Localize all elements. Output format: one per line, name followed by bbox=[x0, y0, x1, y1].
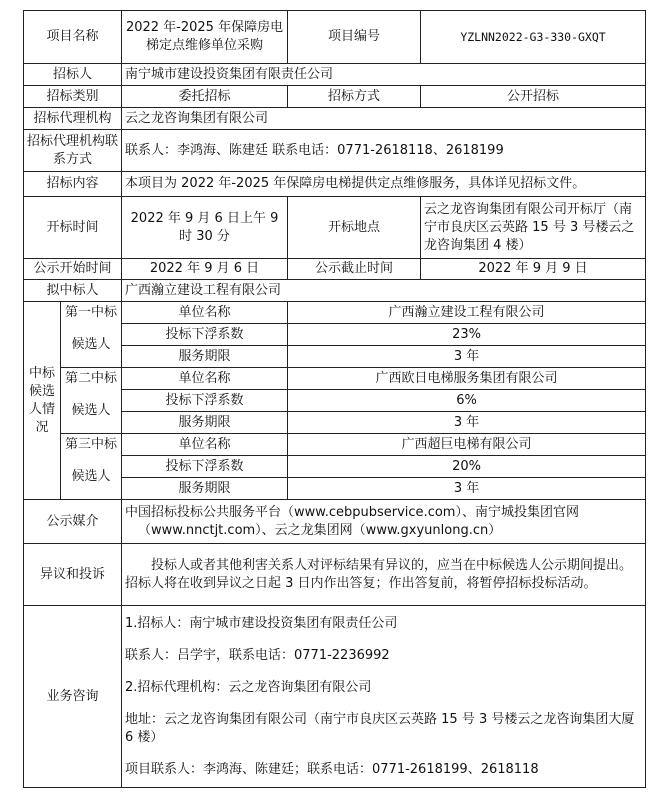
announcement-table bbox=[23, 10, 646, 788]
candidate-2-rate-value: 6% bbox=[288, 390, 646, 412]
consult-agency: 2.招标代理机构：云之龙咨询集团有限公司 bbox=[125, 679, 372, 695]
candidate-2-name-label: 单位名称 bbox=[122, 368, 288, 390]
project-code-label: 项目编号 bbox=[288, 11, 421, 64]
candidate-2-rank-bottom: 候选人 bbox=[61, 390, 122, 434]
agency-label: 招标代理机构 bbox=[24, 108, 122, 130]
opening-place-value: 云之龙咨询集团有限公司开标厅（南宁市良庆区云英路 15 号 3 号楼云之龙咨询集团 4 楼） bbox=[421, 197, 646, 259]
project-code-value: YZLNN2022-G3-330-GXQT bbox=[421, 11, 646, 64]
opening-place-label: 开标地点 bbox=[288, 197, 421, 259]
candidate-2-period-value: 3 年 bbox=[288, 412, 646, 434]
candidate-3-rate-value: 20% bbox=[288, 456, 646, 478]
tender-category-row bbox=[24, 86, 646, 108]
candidate-3-rate-label: 投标下浮系数 bbox=[122, 456, 288, 478]
opening-time-value: 2022 年 9 月 6 日上午 9 时 30 分 bbox=[122, 197, 288, 259]
project-name-row bbox=[24, 11, 646, 64]
consult-agency-address: 地址：云之龙咨询集团有限公司（南宁市良庆区云英路 15 号 3 号楼云之龙咨询集团大厦 6 楼） bbox=[125, 711, 635, 745]
candidate-2-name-value: 广西欧日电梯服务集团有限公司 bbox=[288, 368, 646, 390]
proposed-winner-value: 广西瀚立建设工程有限公司 bbox=[122, 280, 646, 302]
tenderer-value: 南宁城市建设投资集团有限责任公司 bbox=[122, 64, 646, 86]
tenderer-label: 招标人 bbox=[24, 64, 122, 86]
agency-value: 云之龙咨询集团有限公司 bbox=[122, 108, 646, 130]
candidate-3-name-value: 广西超巨电梯有限公司 bbox=[288, 434, 646, 456]
candidate-3-period-label: 服务期限 bbox=[122, 478, 288, 500]
consult-tenderer: 1.招标人：南宁城市建设投资集团有限责任公司 bbox=[125, 615, 398, 631]
candidate-1-rate-label: 投标下浮系数 bbox=[122, 324, 288, 346]
consult-project-contact: 项目联系人：李鸿海、陈建廷；联系电话：0771-2618199、2618118 bbox=[125, 761, 539, 777]
consult-label: 业务咨询 bbox=[24, 606, 122, 788]
project-name-value: 2022 年-2025 年保障房电梯定点维修单位采购 bbox=[122, 11, 288, 64]
candidate-3-rank-top: 第三中标 bbox=[61, 434, 122, 456]
tender-content-row bbox=[24, 172, 646, 197]
publicity-end-label: 公示截止时间 bbox=[288, 259, 421, 280]
project-name-label: 项目名称 bbox=[24, 11, 122, 64]
candidate-3-rate-row bbox=[24, 456, 646, 478]
objection-row bbox=[24, 544, 646, 606]
media-row bbox=[24, 500, 646, 544]
opening-row bbox=[24, 197, 646, 259]
candidate-2-rate-row bbox=[24, 390, 646, 412]
objection-label: 异议和投诉 bbox=[24, 544, 122, 606]
candidate-1-period-value: 3 年 bbox=[288, 346, 646, 368]
agency-row bbox=[24, 108, 646, 130]
candidate-3-name-row bbox=[24, 434, 646, 456]
candidate-1-name-label: 单位名称 bbox=[122, 302, 288, 324]
candidates-group-label: 中标候选人情况 bbox=[24, 302, 61, 500]
candidate-1-rank-bottom: 候选人 bbox=[61, 324, 122, 368]
tender-method-label: 招标方式 bbox=[288, 86, 421, 108]
publicity-end-value: 2022 年 9 月 9 日 bbox=[421, 259, 646, 280]
objection-text: 投标人或者其他利害关系人对评标结果有异议的，应当在中标候选人公示期间提出。招标人将在收到异议之日起 3 日内作出答复；作出答复前，将暂停招标投标活动。 bbox=[122, 544, 646, 606]
candidate-1-rate-value: 23% bbox=[288, 324, 646, 346]
media-line-1: 中国招标投标公共服务平台（www.cebpubservice.com）、南宁城投集团官网 bbox=[125, 504, 579, 520]
publicity-row bbox=[24, 259, 646, 280]
agency-contact-label: 招标代理机构联系方式 bbox=[24, 130, 122, 172]
candidate-2-name-row bbox=[24, 368, 646, 390]
candidate-1-rate-row bbox=[24, 324, 646, 346]
tender-content-value: 本项目为 2022 年-2025 年保障房电梯提供定点维修服务，具体详见招标文件。 bbox=[122, 172, 646, 197]
tender-category-value: 委托招标 bbox=[122, 86, 288, 108]
media-line-2: （www.nnctjt.com）、云之龙集团网（www.gxyunlong.cn） bbox=[138, 522, 502, 538]
proposed-winner-label: 拟中标人 bbox=[24, 280, 122, 302]
consult-tenderer-contact: 联系人：吕学宇，联系电话：0771-2236992 bbox=[125, 647, 390, 663]
candidate-2-rate-label: 投标下浮系数 bbox=[122, 390, 288, 412]
candidate-1-name-value: 广西瀚立建设工程有限公司 bbox=[288, 302, 646, 324]
proposed-winner-row bbox=[24, 280, 646, 302]
tender-category-label: 招标类别 bbox=[24, 86, 122, 108]
tender-method-value: 公开招标 bbox=[421, 86, 646, 108]
candidate-3-rank-bottom: 候选人 bbox=[61, 456, 122, 500]
media-value bbox=[122, 500, 646, 544]
tender-content-label: 招标内容 bbox=[24, 172, 122, 197]
media-label: 公示媒介 bbox=[24, 500, 122, 544]
consult-body bbox=[122, 606, 646, 788]
agency-contact-row bbox=[24, 130, 646, 172]
candidate-3-period-value: 3 年 bbox=[288, 478, 646, 500]
candidate-2-period-label: 服务期限 bbox=[122, 412, 288, 434]
publicity-start-value: 2022 年 9 月 6 日 bbox=[122, 259, 288, 280]
opening-time-label: 开标时间 bbox=[24, 197, 122, 259]
candidate-1-rank-top: 第一中标 bbox=[61, 302, 122, 324]
candidate-1-name-row bbox=[24, 302, 646, 324]
candidate-3-name-label: 单位名称 bbox=[122, 434, 288, 456]
consult-row bbox=[24, 606, 646, 788]
publicity-start-label: 公示开始时间 bbox=[24, 259, 122, 280]
candidate-2-rank-top: 第二中标 bbox=[61, 368, 122, 390]
agency-contact-value: 联系人：李鸿海、陈建廷 联系电话：0771-2618118、2618199 bbox=[122, 130, 646, 172]
candidate-1-period-label: 服务期限 bbox=[122, 346, 288, 368]
tenderer-row bbox=[24, 64, 646, 86]
